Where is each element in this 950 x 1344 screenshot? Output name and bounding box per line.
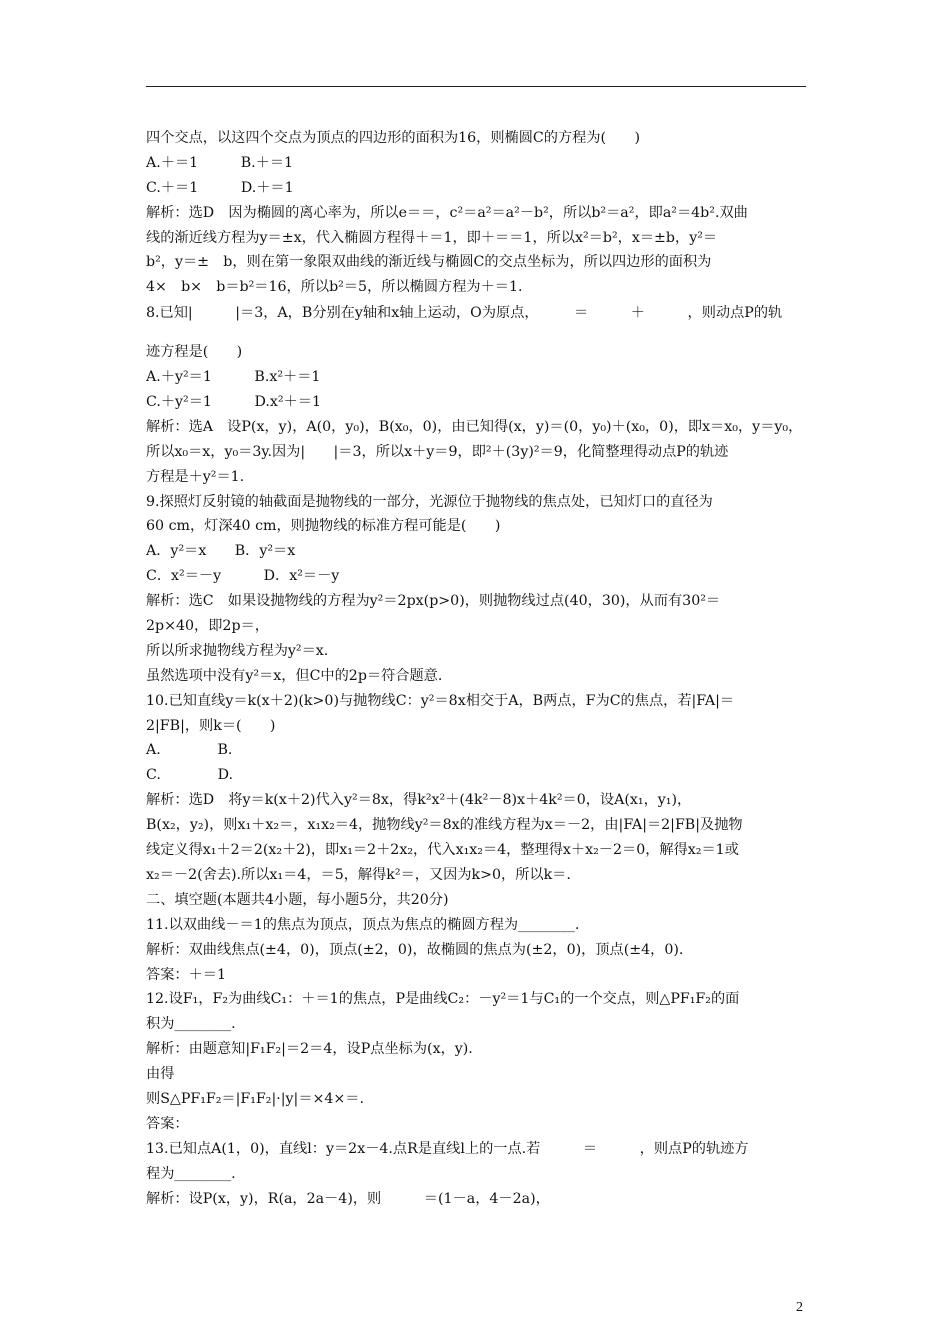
text-line: A.＋＝1 B.＋＝1 [146,154,294,171]
text-line: 解析：由题意知|F₁F₂|＝2＝4，设P点坐标为(x，y). [146,1041,473,1058]
text-line: 方程是＋y²＝1. [146,468,245,485]
text-line: 解析：设P(x，y)，R(a，2a－4)，则 ＝(1－a，4－2a)， [146,1190,550,1207]
text-line: 解析：选C 如果设抛物线的方程为y²＝2px(p>0)，则抛物线过点(40，30)，从而有30²＝ [146,593,721,610]
text-line: 4× b× b＝b²＝16，所以b²＝5，所以椭圆方程为＋＝1. [146,279,523,296]
text-line: 所以所求抛物线方程为y²＝x. [146,642,329,659]
text-line: 11.以双曲线－＝1的焦点为顶点，顶点为焦点的椭圆方程为________. [146,916,580,933]
text-line: A．y²＝x B．y²＝x [146,543,296,560]
text-line: 8.已知| |＝3，A，B分别在y轴和x轴上运动，O为原点， ＝ ＋ ，则动点P的轨 [146,305,783,322]
text-line: A. B. [146,742,233,759]
text-line: 10.已知直线y＝k(x＋2)(k>0)与抛物线C：y²＝8x相交于A，B两点，F为C的焦点，若|FA|＝ [146,692,735,709]
text-line: C.＋y²＝1 D.x²＋＝1 [146,394,321,411]
text-line: 解析：选D 因为椭圆的离心率为，所以e＝＝，c²＝a²＝a²－b²，所以b²＝a²，即a²＝4b².双曲 [146,204,748,221]
section-heading: 二、填空题(本题共4小题，每小题5分，共20分) [146,891,449,908]
text-line: 答案： [146,1115,189,1132]
text-line: 程为________. [146,1165,236,1182]
header-rule [146,86,806,87]
text-line: C．x²＝－y D．x²＝－y [146,568,340,585]
text-line: 解析：选A 设P(x，y)，A(0，y₀)，B(x₀，0)，由已知得(x，y)＝(0，y₀)＋(x₀，0)，即x＝x₀，y＝y₀， [146,418,803,435]
text-line: 2p×40，即2p＝， [146,618,269,635]
text-line: 四个交点，以这四个交点为顶点的四边形的面积为16，则椭圆C的方程为( ) [146,130,640,146]
text-line: 则S△PF₁F₂＝|F₁F₂|·|y|＝×4×＝. [146,1090,365,1107]
text-line: 答案：＋＝1 [146,966,226,983]
text-line: 由得 [146,1066,175,1083]
text-line: 积为________. [146,1016,236,1033]
text-line: 12.设F₁，F₂为曲线C₁：＋＝1的焦点，P是曲线C₂：－y²＝1与C₁的一个交点，则△PF₁F₂的面 [146,991,740,1008]
text-line: 迹方程是( ) [146,344,243,361]
text-line: 线的渐近线方程为y＝±x，代入椭圆方程得＋＝1，即＋＝＝1，所以x²＝b²，x＝±b，y²＝ [146,229,718,246]
text-line: 所以x₀＝x，y₀＝3y.因为| |＝3，所以x＋y＝9，即²＋(3y)²＝9，化简整理得动点P的轨迹 [146,443,729,460]
text-line: 解析：双曲线焦点(±4，0)，顶点(±2，0)，故椭圆的焦点为(±2，0)，顶点(±4，0). [146,941,684,958]
page-number: 2 [796,1300,803,1315]
text-line: 60 cm，灯深40 cm，则抛物线的标准方程可能是( ) [146,518,501,535]
text-line: 线定义得x₁＋2＝2(x₂＋2)，即x₁＝2＋2x₂，代入x₁x₂＝4，整理得x＋x₂－2＝0，解得x₂＝1或 [146,842,739,859]
text-line: 2|FB|，则k＝( ) [146,717,276,734]
text-line: 13.已知点A(1，0)，直线l：y＝2x－4.点R是直线l上的一点.若 ＝ ，则点P的轨迹方 [146,1140,749,1157]
text-line: 虽然选项中没有y²＝x，但C中的2p＝符合题意. [146,667,443,684]
text-line: A.＋y²＝1 B.x²＋＝1 [146,369,321,386]
text-line: x₂＝－2(舍去).所以x₁＝4，＝5，解得k²＝，又因为k>0，所以k＝. [146,866,571,883]
text-line: b²，y＝± b，则在第一象限双曲线的渐近线与椭圆C的交点坐标为，所以四边形的面积为 [146,254,712,271]
document-body [146,126,812,1211]
text-line: C.＋＝1 D.＋＝1 [146,179,294,196]
text-line: 9.探照灯反射镜的轴截面是抛物线的一部分，光源位于抛物线的焦点处，已知灯口的直径为 [146,493,713,510]
text-line: C. D. [146,767,233,784]
text-line: B(x₂，y₂)，则x₁＋x₂＝，x₁x₂＝4，抛物线y²＝8x的准线方程为x＝－2，由|FA|＝2|FB|及抛物 [146,817,743,834]
text-line: 解析：选D 将y＝k(x＋2)代入y²＝8x，得k²x²＋(4k²－8)x＋4k²＝0，设A(x₁，y₁)， [146,792,692,809]
